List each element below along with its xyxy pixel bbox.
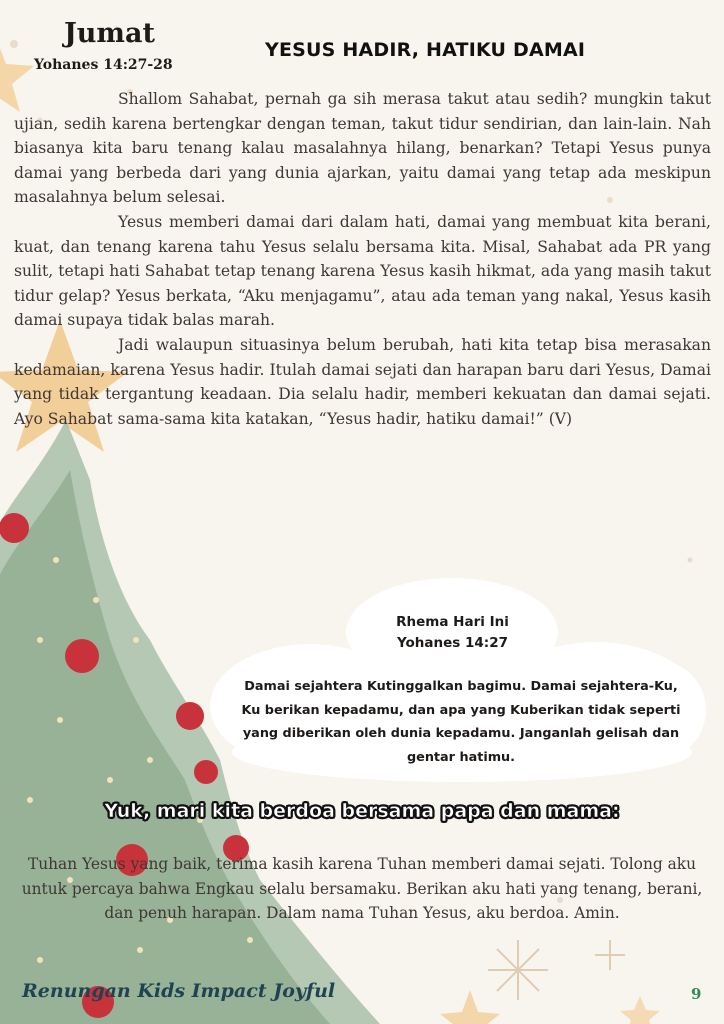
rhema-verse: Damai sejahtera Kutinggalkan bagimu. Damai sejahtera-Ku, Ku berikan kepadamu, dan apa yang Kuberikan tidak seperti yang diberikan oleh dunia kepadamu. Janganlah gelisah dan gentar hatimu. (241, 679, 681, 765)
rhema-title: Rhema Hari Ini (396, 614, 509, 630)
page-title: YESUS HADIR, HATIKU DAMAI (265, 39, 586, 61)
body-paragraph: Shallom Sahabat, pernah ga sih merasa takut atau sedih? mungkin takut ujian, sedih karena bertengkar dengan teman, takut tidur sendirian, dan lain-lain. Nah biasanya kita baru tenang kalau masalahnya hilang, benarkan? Tetapi Yesus punya damai yang berbeda dari yang dunia ajarkan, yaitu damai yang tetap ada meskipun masalahnya belum selesai. (14, 90, 711, 207)
scripture-reference: Yohanes 14:27-28 (34, 57, 173, 73)
prayer-heading: Yuk, mari kita berdoa bersama papa dan mama: (104, 800, 620, 822)
rhema-reference: Yohanes 14:27 (396, 635, 508, 651)
body-paragraph: Jadi walaupun situasinya belum berubah, hati kita tetap bisa merasakan kedamaian, karena Yesus hadir. Itulah damai sejati dan harapan baru dari Yesus, Damai yang tidak tergantung keadaan. Dia selalu hadir, memberi kekuatan dan damai sejati. Ayo Sahabat sama-sama kita katakan, “Yesus hadir, hatiku damai!” (V) (14, 335, 711, 428)
page-number: 9 (691, 985, 702, 1003)
footer-brand: Renungan Kids Impact Joyful (22, 980, 336, 1002)
prayer-text: Tuhan Yesus yang baik, terima kasih karena Tuhan memberi damai sejati. Tolong aku untuk percaya bahwa Engkau selalu bersamaku. Berikan aku hati yang tenang, berani, dan penuh harapan. Dalam nama Tuhan Yesus, aku berdoa. Amin. (21, 855, 703, 922)
day-title: Jumat (64, 18, 155, 49)
rhema-box-header (370, 612, 535, 654)
body-paragraph: Yesus memberi damai dari dalam hati, damai yang membuat kita berani, kuat, dan tenang karena tahu Yesus selalu bersama kita. Misal, Sahabat ada PR yang sulit, tetapi hati Sahabat tetap tenang karena Yesus kasih hikmat, ada yang masih takut tidur gelap? Yesus berkata, “Aku menjagamu”, atau ada teman yang nakal, Yesus kasih damai supaya tidak balas marah. (14, 212, 711, 330)
devotion-body (14, 87, 711, 431)
